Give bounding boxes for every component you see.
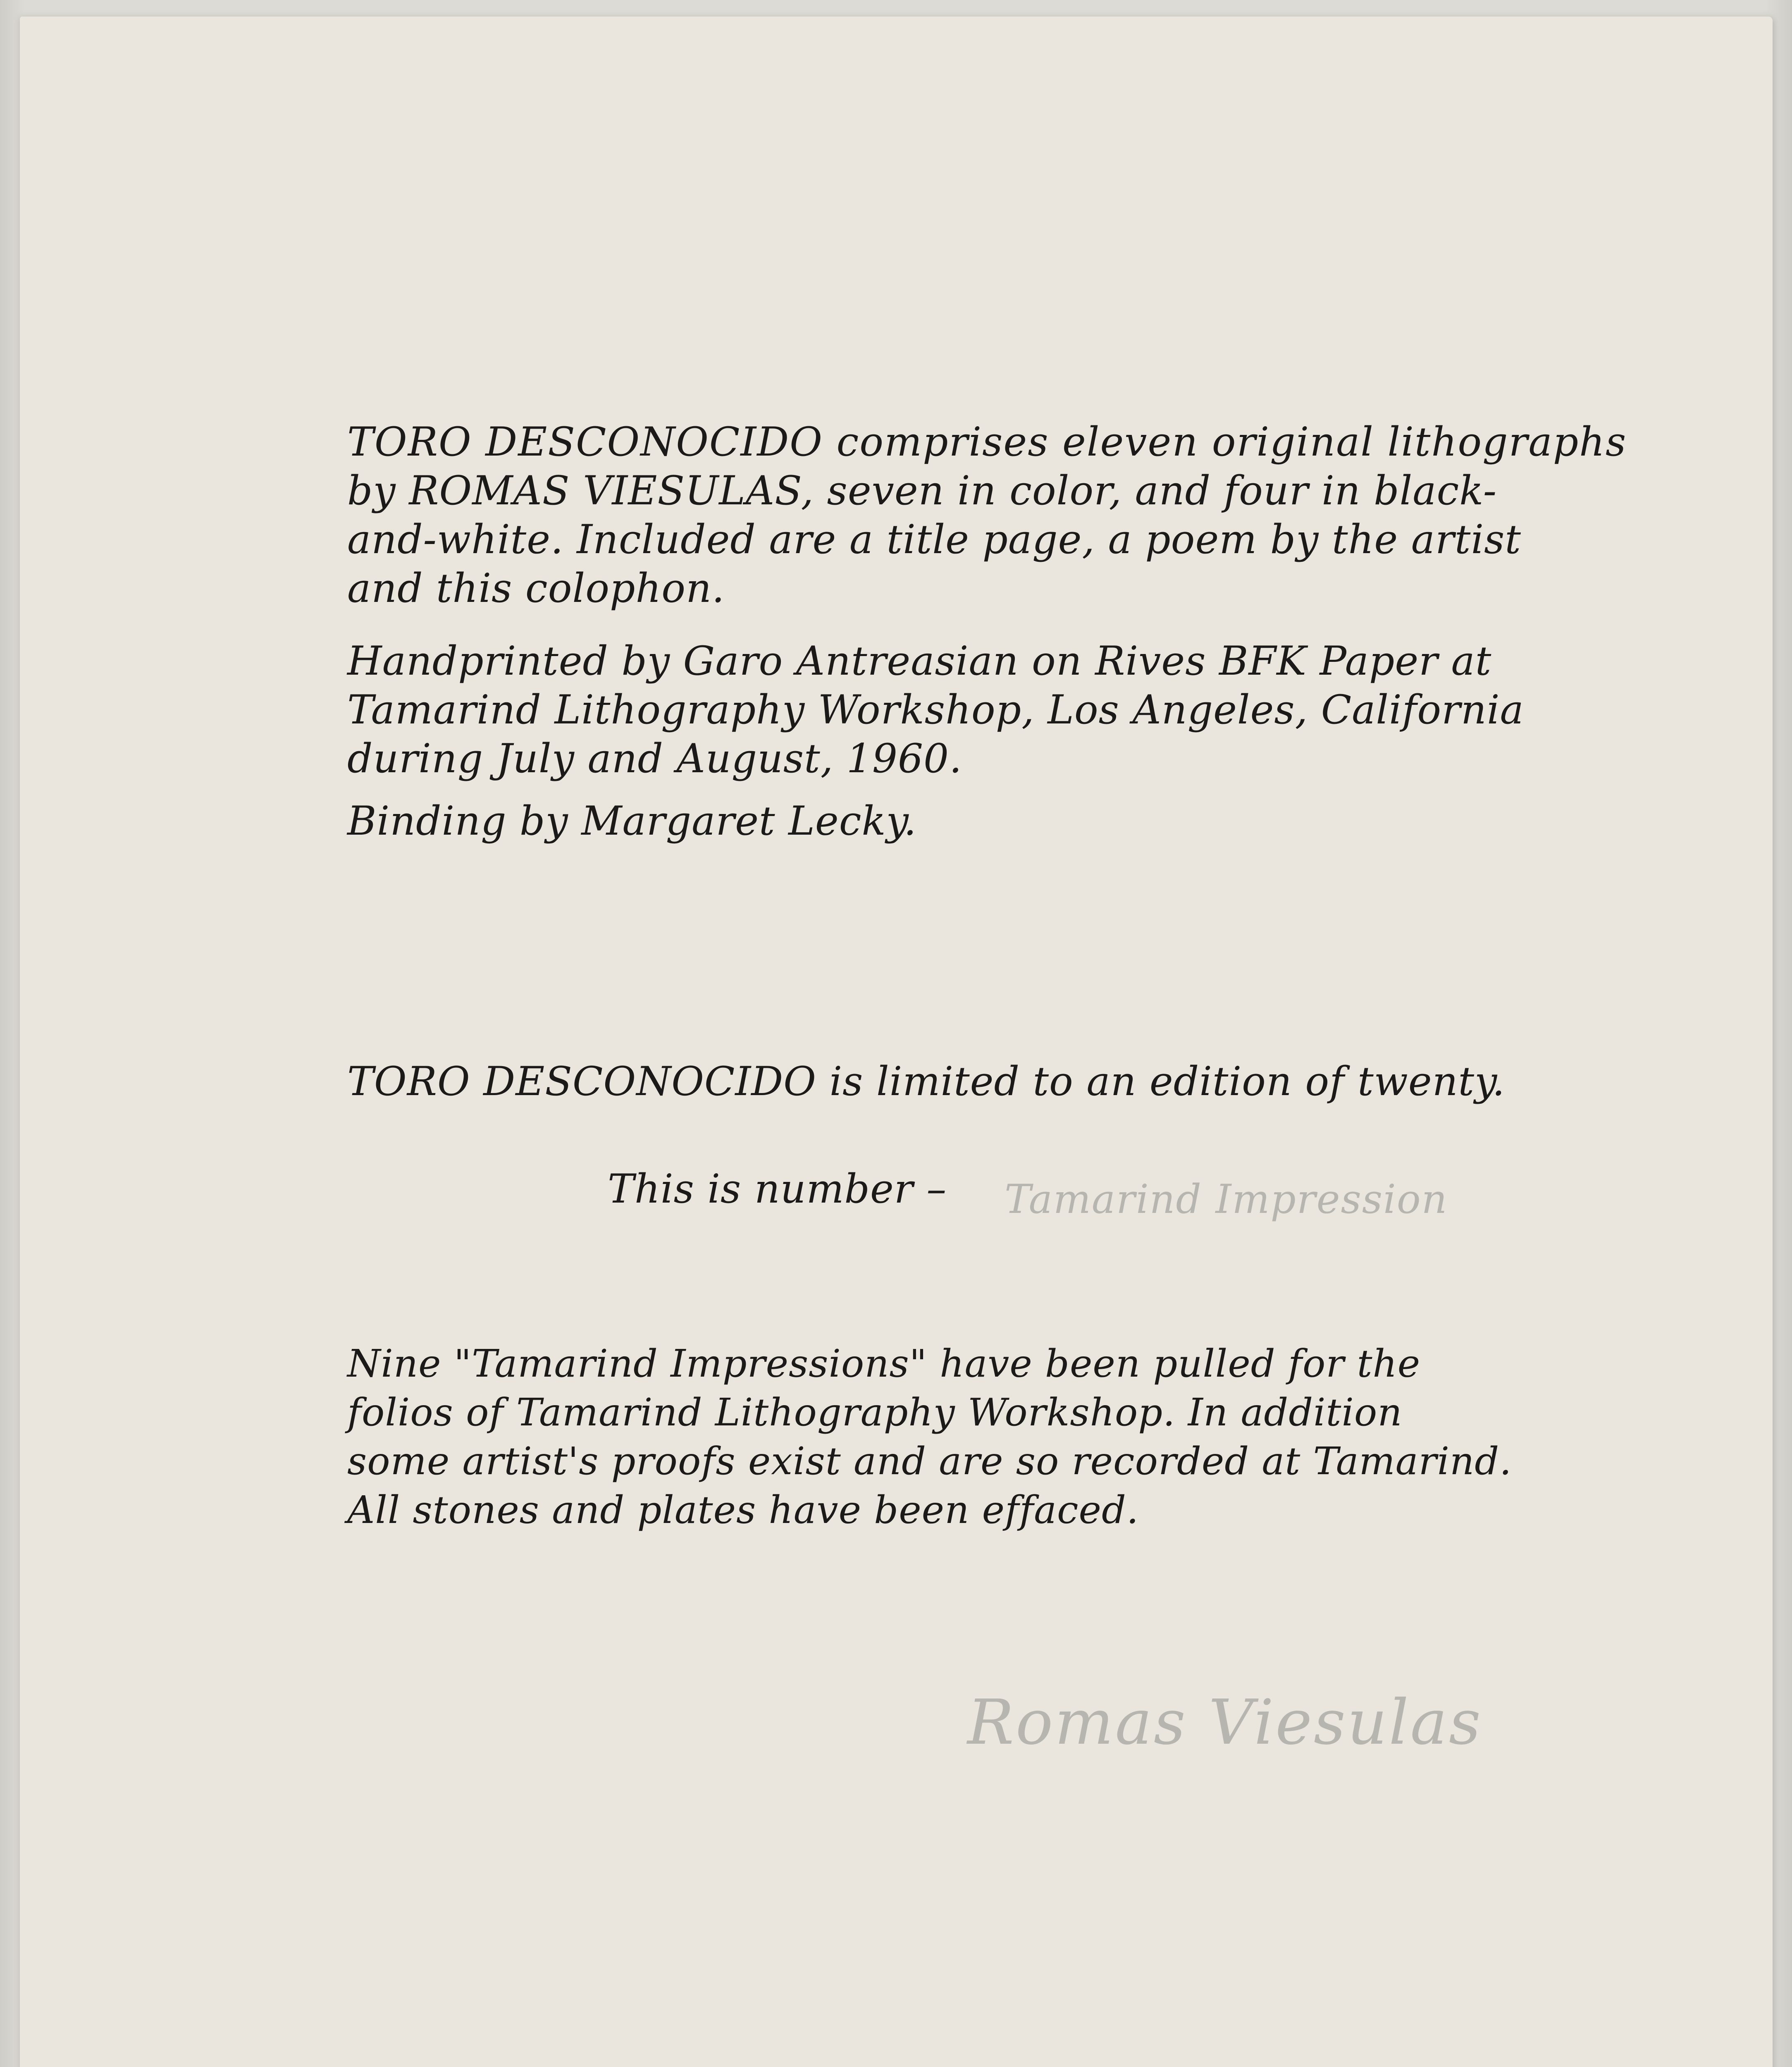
edition-number-label: This is number –	[608, 1166, 947, 1212]
text-line: All stones and plates have been effaced.	[347, 1488, 1139, 1532]
text-line: Tamarind Lithography Workshop, Los Angeles, California	[347, 687, 1524, 733]
binding-credit: Binding by Margaret Lecky.	[347, 798, 917, 844]
text-line: Handprinted by Garo Antreasian on Rives BFK Paper at	[347, 638, 1492, 684]
text-line: and this colophon.	[347, 565, 725, 611]
text-line: and-white. Included are a title page, a poem by the artist	[347, 516, 1521, 563]
colophon-paragraph-1	[347, 418, 1627, 613]
text-line: folios of Tamarind Lithography Workshop. In addition	[347, 1390, 1403, 1434]
colophon-paragraph-2	[347, 637, 1524, 783]
text-line: during July and August, 1960.	[347, 735, 962, 782]
artist-signature: Romas Viesulas	[967, 1687, 1482, 1759]
text-line: some artist's proofs exist and are so recorded at Tamarind.	[347, 1439, 1512, 1483]
edition-number-value: Tamarind Impression	[1005, 1176, 1448, 1222]
colophon-paragraph-3	[347, 1339, 1512, 1535]
paper-sheet	[20, 17, 1773, 2067]
text-line: Nine "Tamarind Impressions" have been pulled for the	[347, 1341, 1421, 1386]
text-line: TORO DESCONOCIDO comprises eleven original lithographs	[347, 419, 1627, 465]
edition-statement: TORO DESCONOCIDO is limited to an edition of twenty.	[347, 1058, 1506, 1105]
text-line: by ROMAS VIESULAS, seven in color, and four in black-	[347, 468, 1497, 514]
